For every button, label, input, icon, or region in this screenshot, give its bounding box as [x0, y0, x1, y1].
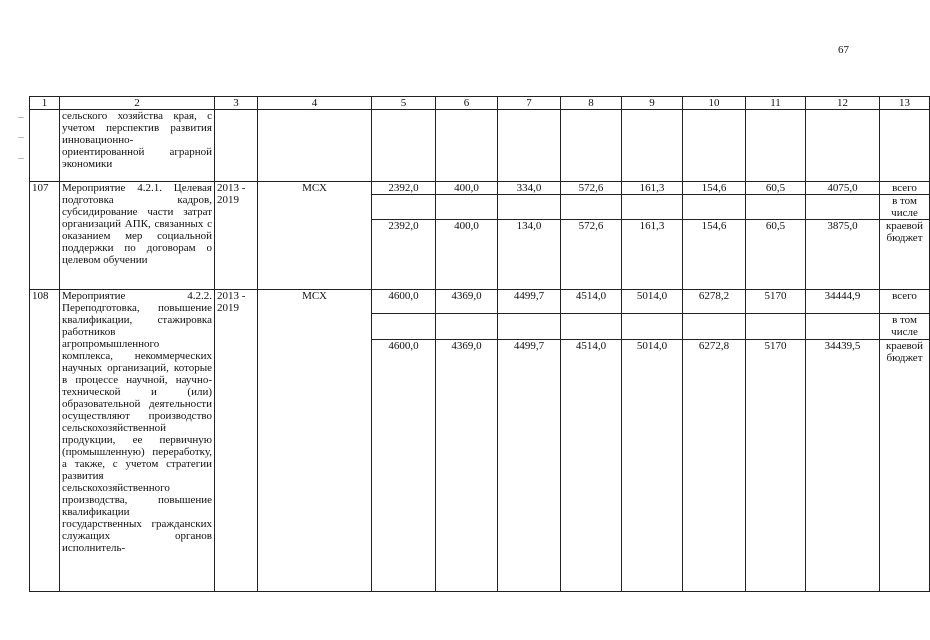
- value-cell: 154,6: [683, 220, 746, 290]
- value-cell: 134,0: [498, 220, 561, 290]
- value-cell: [683, 110, 746, 182]
- value-cell: [372, 314, 436, 340]
- value-cell: [498, 314, 561, 340]
- value-cell: 161,3: [622, 182, 683, 195]
- value-cell: [561, 195, 622, 220]
- value-cell: [622, 110, 683, 182]
- budget-table: [29, 96, 930, 592]
- page-number: 67: [838, 44, 849, 56]
- funding-source: в том числе: [880, 195, 930, 220]
- value-cell: [746, 314, 806, 340]
- value-cell: 400,0: [436, 182, 498, 195]
- value-cell: [436, 314, 498, 340]
- value-cell: 2392,0: [372, 220, 436, 290]
- measure-name: Мероприятие 4.2.2. Переподготовка, повышение квалификации, стажировка работников агропромышленного комплекса, некоммерческих научных организаций, которые в процессе научной, научно-технической и (или) образовательной деятельности осуществляют производство сельскохозяйственной продукции, ее первичную (промышленную) переработку, а также, с учетом стратегии развития сельскохозяйственного производства, повышение квалификации государственных гражданских служащих органов исполнитель-: [60, 290, 215, 592]
- table-row: [30, 182, 930, 195]
- funding-source: краевой бюджет: [880, 340, 930, 592]
- value-cell: [806, 195, 880, 220]
- column-number: 10: [683, 97, 746, 110]
- scan-mark: [18, 117, 24, 118]
- value-cell: [622, 195, 683, 220]
- value-cell: 60,5: [746, 220, 806, 290]
- value-cell: 400,0: [436, 220, 498, 290]
- column-number: 11: [746, 97, 806, 110]
- continuation-row: [30, 110, 930, 182]
- period: 2013 - 2019: [215, 182, 258, 290]
- value-cell: 4369,0: [436, 290, 498, 314]
- row-number-cell: [30, 110, 60, 182]
- value-cell: [746, 110, 806, 182]
- column-number-row: [30, 97, 930, 110]
- value-cell: [436, 195, 498, 220]
- scan-mark: [18, 137, 24, 138]
- value-cell: 34439,5: [806, 340, 880, 592]
- funding-source: всего: [880, 290, 930, 314]
- value-cell: 572,6: [561, 182, 622, 195]
- period-cell: [215, 110, 258, 182]
- funding-source: краевой бюджет: [880, 220, 930, 290]
- value-cell: 5170: [746, 340, 806, 592]
- column-number: 12: [806, 97, 880, 110]
- value-cell: [683, 195, 746, 220]
- funding-source: всего: [880, 182, 930, 195]
- value-cell: [746, 195, 806, 220]
- measure-name: Мероприятие 4.2.1. Целевая подготовка кадров, субсидирование части затрат организаций АПК, связанных с оказанием мер социальной поддержки по договорам о целевом обучении: [60, 182, 215, 290]
- column-number: 13: [880, 97, 930, 110]
- executor-cell: [258, 110, 372, 182]
- value-cell: 5170: [746, 290, 806, 314]
- value-cell: 34444,9: [806, 290, 880, 314]
- column-number: 2: [60, 97, 215, 110]
- value-cell: 5014,0: [622, 340, 683, 592]
- value-cell: 4499,7: [498, 290, 561, 314]
- column-number: 7: [498, 97, 561, 110]
- value-cell: [372, 195, 436, 220]
- value-cell: 161,3: [622, 220, 683, 290]
- value-cell: 572,6: [561, 220, 622, 290]
- period: 2013 - 2019: [215, 290, 258, 592]
- value-cell: [806, 110, 880, 182]
- column-number: 3: [215, 97, 258, 110]
- column-number: 6: [436, 97, 498, 110]
- value-cell: 154,6: [683, 182, 746, 195]
- column-number: 1: [30, 97, 60, 110]
- value-cell: [806, 314, 880, 340]
- source-cell: [880, 110, 930, 182]
- value-cell: 4600,0: [372, 290, 436, 314]
- row-number: 107: [30, 182, 60, 290]
- row-number: 108: [30, 290, 60, 592]
- value-cell: 5014,0: [622, 290, 683, 314]
- value-cell: 6272,8: [683, 340, 746, 592]
- value-cell: 4600,0: [372, 340, 436, 592]
- column-number: 4: [258, 97, 372, 110]
- value-cell: [622, 314, 683, 340]
- table-row: [30, 290, 930, 314]
- column-number: 8: [561, 97, 622, 110]
- value-cell: 4075,0: [806, 182, 880, 195]
- value-cell: [436, 110, 498, 182]
- value-cell: [372, 110, 436, 182]
- scan-mark: [18, 158, 24, 159]
- executor: МСХ: [258, 290, 372, 592]
- executor: МСХ: [258, 182, 372, 290]
- value-cell: [561, 314, 622, 340]
- value-cell: [561, 110, 622, 182]
- value-cell: 4369,0: [436, 340, 498, 592]
- column-number: 9: [622, 97, 683, 110]
- value-cell: 60,5: [746, 182, 806, 195]
- column-number: 5: [372, 97, 436, 110]
- measure-name: сельского хозяйства края, с учетом перспектив развития инновационно-ориентированной аграрной экономики: [60, 110, 215, 182]
- value-cell: 3875,0: [806, 220, 880, 290]
- value-cell: [498, 195, 561, 220]
- value-cell: [498, 110, 561, 182]
- value-cell: 2392,0: [372, 182, 436, 195]
- value-cell: 4514,0: [561, 290, 622, 314]
- value-cell: 4514,0: [561, 340, 622, 592]
- funding-source: в том числе: [880, 314, 930, 340]
- value-cell: [683, 314, 746, 340]
- value-cell: 334,0: [498, 182, 561, 195]
- value-cell: 6278,2: [683, 290, 746, 314]
- value-cell: 4499,7: [498, 340, 561, 592]
